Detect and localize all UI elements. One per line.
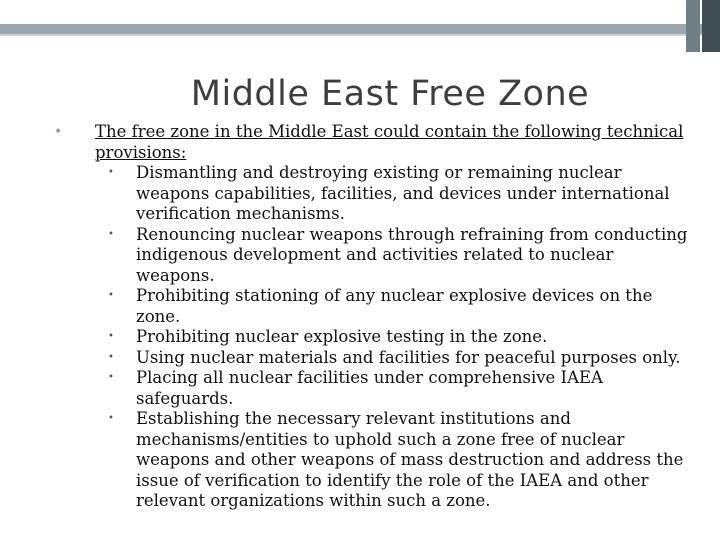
intro-text: The free zone in the Middle East could contain the following technical provisions: — [95, 122, 684, 162]
provision-text: Prohibiting nuclear explosive testing in the zone. — [136, 327, 548, 346]
provision-text: Using nuclear materials and facilities for peaceful purposes only. — [136, 347, 681, 367]
provision-text: Prohibiting stationing of any nuclear explosive devices on the zone. — [136, 286, 653, 326]
list-item — [95, 163, 690, 225]
top-decorative-line — [0, 34, 720, 36]
sub-bullet-icon: • — [108, 290, 114, 301]
list-item — [95, 225, 690, 287]
list-item — [95, 348, 690, 369]
sub-bullet-icon: • — [108, 351, 114, 363]
corner-accent-bar — [686, 0, 700, 52]
main-bullet-item — [50, 122, 690, 512]
provision-text: Renouncing nuclear weapons through refraining from conducting indigenous development and activities related to nuclear weapons. — [136, 224, 688, 285]
top-decorative-bar — [0, 24, 720, 34]
sub-bullet-icon: • — [108, 228, 114, 240]
bullet-icon: • — [54, 124, 63, 140]
list-item — [95, 327, 690, 348]
list-item — [95, 409, 690, 512]
sub-bullet-icon: • — [108, 331, 114, 342]
sub-bullet-icon: • — [108, 413, 114, 424]
provision-text: Placing all nuclear facilities under comprehensive IAEA safeguards. — [136, 368, 603, 408]
slide-body — [50, 122, 690, 512]
sub-bullet-icon: • — [108, 372, 114, 383]
provision-text: Dismantling and destroying existing or remaining nuclear weapons capabilities, facilities, and devices under international verification mechanisms. — [136, 163, 670, 223]
provision-text: Establishing the necessary relevant institutions and mechanisms/entities to uphold such a zone free of nuclear weapons and other weapons of mass destruction and address the issue of verification to identify the role of the IAEA and other relevant organizations within such a zone. — [136, 409, 684, 510]
sub-bullet-icon: • — [108, 167, 114, 178]
slide-title: Middle East Free Zone — [190, 74, 590, 114]
list-item — [95, 368, 690, 409]
corner-accent-bar-dark — [702, 0, 720, 52]
provisions-list — [95, 163, 690, 512]
list-item — [95, 286, 690, 327]
